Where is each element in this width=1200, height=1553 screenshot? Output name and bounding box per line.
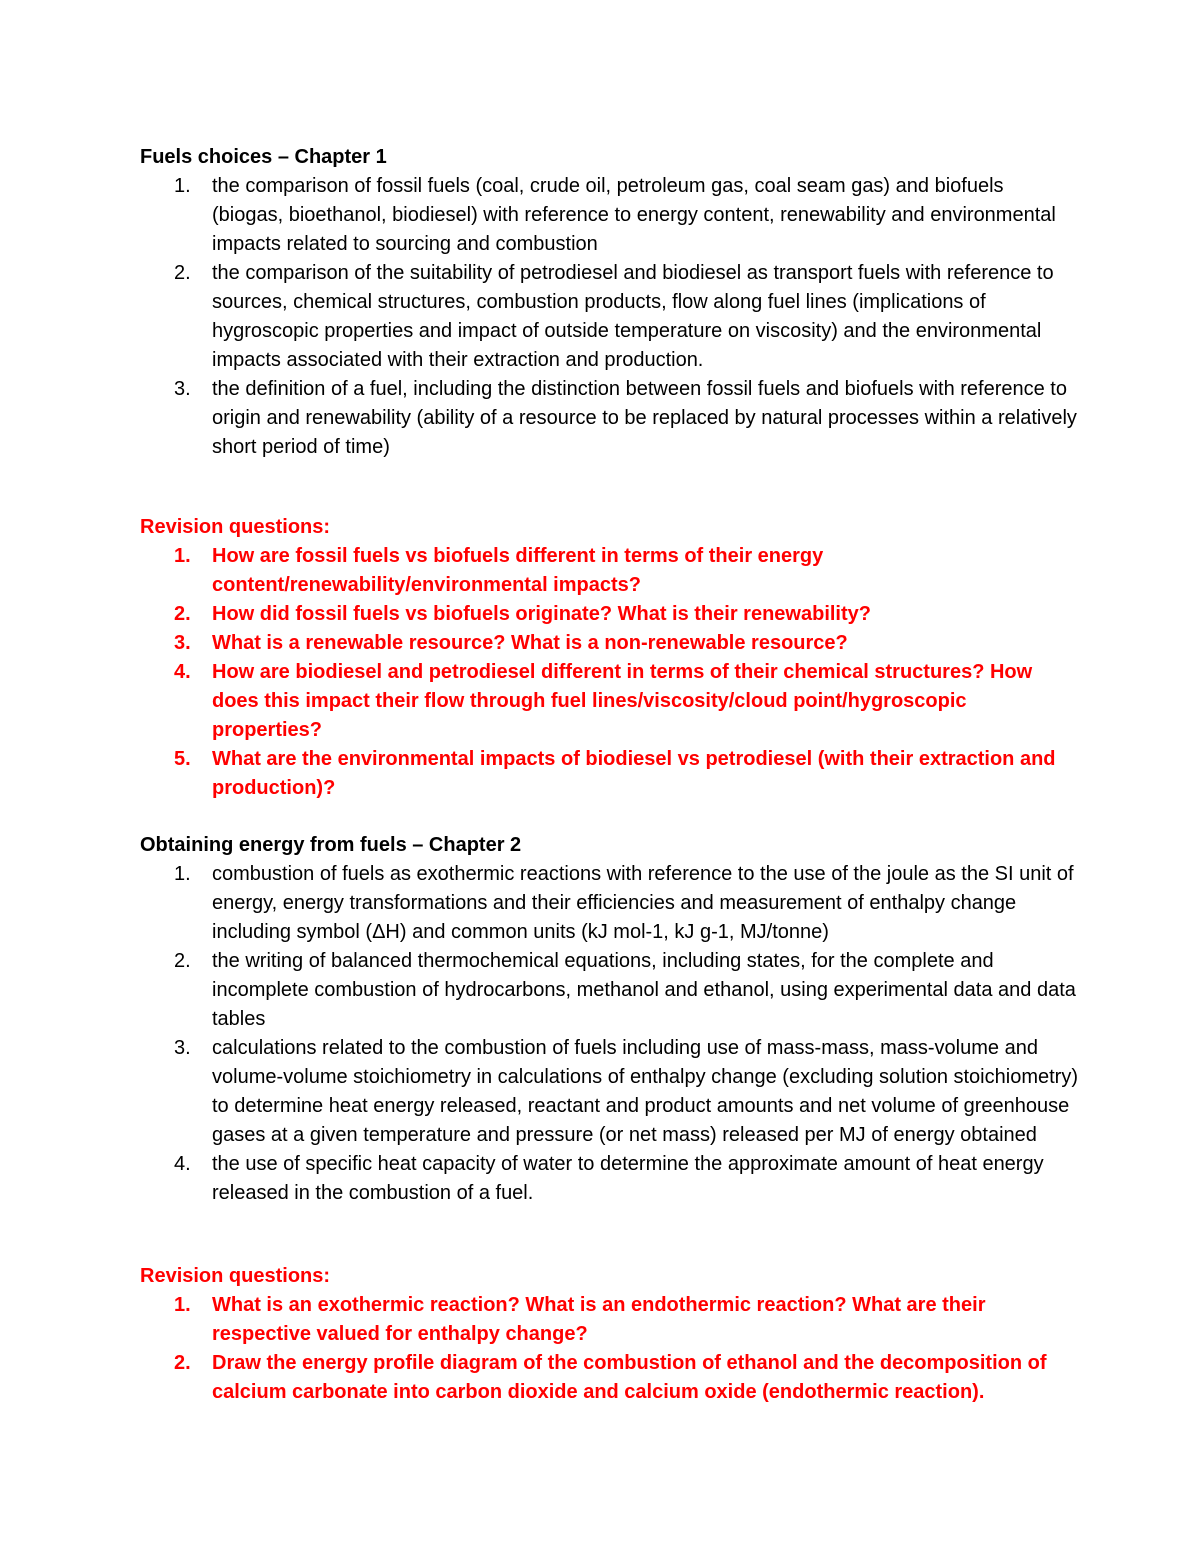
section-revision-questions-2 <box>140 1262 1080 1407</box>
list-item-text: What are the environmental impacts of biodiesel vs petrodiesel (with their extraction and production)? <box>212 748 1056 799</box>
list-item-text: the comparison of the suitability of petrodiesel and biodiesel as transport fuels with reference to sources, chemical structures, combustion products, flow along fuel lines (implications of hygroscopic properties and impact of outside temperature on viscosity) and the environmental impacts associated with their extraction and production. <box>212 262 1054 371</box>
section-heading: Fuels choices – Chapter 1 <box>140 146 387 168</box>
list-number: 4. <box>174 1153 191 1175</box>
revision-list <box>140 1291 1080 1407</box>
list-number: 4. <box>174 661 191 683</box>
list-item-text: the definition of a fuel, including the distinction between fossil fuels and biofuels with reference to origin and renewability (ability of a resource to be replaced by natural processes within a relatively short period of time) <box>212 378 1077 458</box>
list-item <box>140 745 1080 803</box>
list-number: 1. <box>174 545 191 567</box>
section-revision-questions-1 <box>140 513 1080 803</box>
list-item-text: the use of specific heat capacity of water to determine the approximate amount of heat energy released in the combustion of a fuel. <box>212 1153 1044 1204</box>
list-item <box>140 542 1080 600</box>
syllabus-list <box>140 860 1080 1208</box>
list-number: 5. <box>174 748 191 770</box>
section-fuels-choices <box>140 143 1080 462</box>
list-number: 1. <box>174 863 191 885</box>
list-item <box>140 860 1080 947</box>
list-number: 3. <box>174 378 191 400</box>
list-item <box>140 1291 1080 1349</box>
list-number: 1. <box>174 175 191 197</box>
list-item <box>140 947 1080 1034</box>
list-number: 2. <box>174 603 191 625</box>
list-item-text: What is a renewable resource? What is a non-renewable resource? <box>212 632 848 654</box>
list-item <box>140 1034 1080 1150</box>
revision-heading: Revision questions: <box>140 516 331 538</box>
list-item-text: the writing of balanced thermochemical equations, including states, for the complete and incomplete combustion of hydrocarbons, methanol and ethanol, using experimental data and data tables <box>212 950 1076 1030</box>
section-obtaining-energy <box>140 831 1080 1208</box>
list-number: 3. <box>174 1037 191 1059</box>
list-item <box>140 658 1080 745</box>
section-heading: Obtaining energy from fuels – Chapter 2 <box>140 834 522 856</box>
list-item <box>140 259 1080 375</box>
list-number: 1. <box>174 1294 191 1316</box>
list-number: 2. <box>174 262 191 284</box>
list-item <box>140 172 1080 259</box>
list-item-text: Draw the energy profile diagram of the combustion of ethanol and the decomposition of calcium carbonate into carbon dioxide and calcium oxide (endothermic reaction). <box>212 1352 1047 1403</box>
revision-heading: Revision questions: <box>140 1265 331 1287</box>
list-item <box>140 375 1080 462</box>
list-number: 2. <box>174 950 191 972</box>
list-item <box>140 629 1080 658</box>
list-item-text: How are fossil fuels vs biofuels different in terms of their energy content/renewability/environmental impacts? <box>212 545 824 596</box>
list-item-text: What is an exothermic reaction? What is an endothermic reaction? What are their respective valued for enthalpy change? <box>212 1294 986 1345</box>
list-item <box>140 1150 1080 1208</box>
revision-list <box>140 542 1080 803</box>
list-item-text: combustion of fuels as exothermic reactions with reference to the use of the joule as the SI unit of energy, energy transformations and their efficiencies and measurement of enthalpy change including symbol (ΔH) and common units (kJ mol-1, kJ g-1, MJ/tonne) <box>212 863 1074 943</box>
list-number: 3. <box>174 632 191 654</box>
list-item-text: How are biodiesel and petrodiesel different in terms of their chemical structures? How does this impact their flow through fuel lines/viscosity/cloud point/hygroscopic properties? <box>212 661 1033 741</box>
list-number: 2. <box>174 1352 191 1374</box>
list-item-text: the comparison of fossil fuels (coal, crude oil, petroleum gas, coal seam gas) and biofuels (biogas, bioethanol, biodiesel) with reference to energy content, renewability and environmental impacts related to sourcing and combustion <box>212 175 1056 255</box>
list-item-text: How did fossil fuels vs biofuels originate? What is their renewability? <box>212 603 871 625</box>
list-item-text: calculations related to the combustion of fuels including use of mass-mass, mass-volume and volume-volume stoichiometry in calculations of enthalpy change (excluding solution stoichiometry) to determine heat energy released, reactant and product amounts and net volume of greenhouse gases at a given temperature and pressure (or net mass) released per MJ of energy obtained <box>212 1037 1078 1146</box>
list-item <box>140 600 1080 629</box>
list-item <box>140 1349 1080 1407</box>
syllabus-list <box>140 172 1080 462</box>
